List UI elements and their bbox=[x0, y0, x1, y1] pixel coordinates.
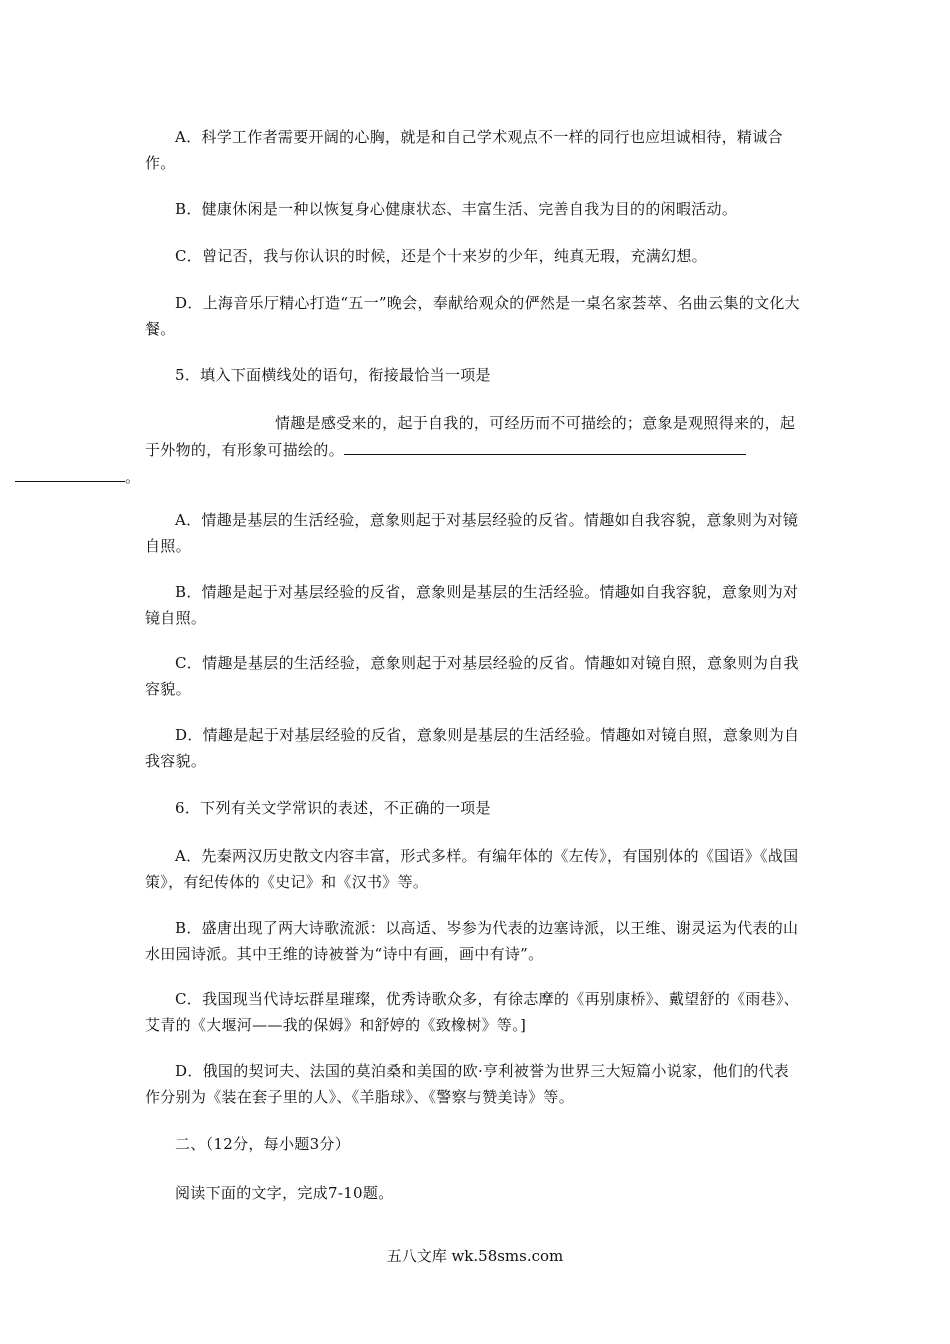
q5-option-a: A．情趣是基层的生活经验，意象则起于对基层经验的反省。情趣如自我容貌，意象则为对镜自照。 bbox=[145, 511, 799, 555]
page-footer: 五八文库 wk.58sms.com bbox=[386, 1247, 564, 1265]
q5-stem: 5．填入下面横线处的语句，衔接最恰当一项是 bbox=[175, 366, 491, 384]
q5-passage-block bbox=[125, 410, 800, 490]
answer-blank-line-continued bbox=[15, 463, 125, 482]
q5-option-d: D．情趣是起于对基层经验的反省，意象则是基层的生活经验。情趣如对镜自照，意象则为自我容貌。 bbox=[145, 726, 800, 770]
q4-option-a: A．科学工作者需要开阔的心胸，就是和自己学术观点不一样的同行也应坦诚相待，精诚合作。 bbox=[145, 128, 783, 172]
q4-option-d: D．上海音乐厅精心打造“五一”晚会，奉献给观众的俨然是一桌名家荟萃、名曲云集的文化大餐。 bbox=[145, 294, 800, 338]
answer-blank-line bbox=[344, 436, 746, 455]
q5-passage: 情趣是感受来的，起于自我的，可经历而不可描绘的；意象是观照得来的，起于外物的，有形象可描绘的。 bbox=[145, 414, 796, 459]
q6-option-d: D．俄国的契诃夫、法国的莫泊桑和美国的欧·亨利被誉为世界三大短篇小说家，他们的代表作分别为《装在套子里的人》、《羊脂球》、《警察与赞美诗》等。 bbox=[145, 1062, 790, 1106]
q5-option-b: B．情趣是起于对基层经验的反省，意象则是基层的生活经验。情趣如自我容貌，意象则为对镜自照。 bbox=[145, 583, 799, 627]
section-2-title: 二、（12分，每小题3分） bbox=[175, 1135, 351, 1153]
q6-option-b: B．盛唐出现了两大诗歌流派：以高适、岑参为代表的边塞诗派，以王维、谢灵运为代表的山水田园诗派。其中王维的诗被誉为“诗中有画，画中有诗”。 bbox=[145, 919, 799, 963]
q5-option-c: C．情趣是基层的生活经验，意象则起于对基层经验的反省。情趣如对镜自照，意象则为自我容貌。 bbox=[145, 654, 799, 698]
q5-passage-end: 。 bbox=[125, 468, 141, 486]
q6-option-c: C．我国现当代诗坛群星璀璨，优秀诗歌众多，有徐志摩的《再别康桥》、戴望舒的《雨巷》、艾青的《大堰河——我的保姆》和舒婷的《致橡树》等。] bbox=[145, 990, 800, 1034]
q6-option-a: A．先秦两汉历史散文内容丰富，形式多样。有编年体的《左传》，有国别体的《国语》《战国策》，有纪传体的《史记》和《汉书》等。 bbox=[145, 847, 799, 891]
q4-option-b: B．健康休闲是一种以恢复身心健康状态、丰富生活、完善自我为目的的闲暇活动。 bbox=[175, 200, 738, 218]
q4-option-c: C．曾记否，我与你认识的时候，还是个十来岁的少年，纯真无瑕，充满幻想。 bbox=[175, 247, 707, 265]
section-2-instruction: 阅读下面的文字，完成7-10题。 bbox=[175, 1184, 394, 1202]
q6-stem: 6．下列有关文学常识的表述，不正确的一项是 bbox=[175, 799, 491, 817]
